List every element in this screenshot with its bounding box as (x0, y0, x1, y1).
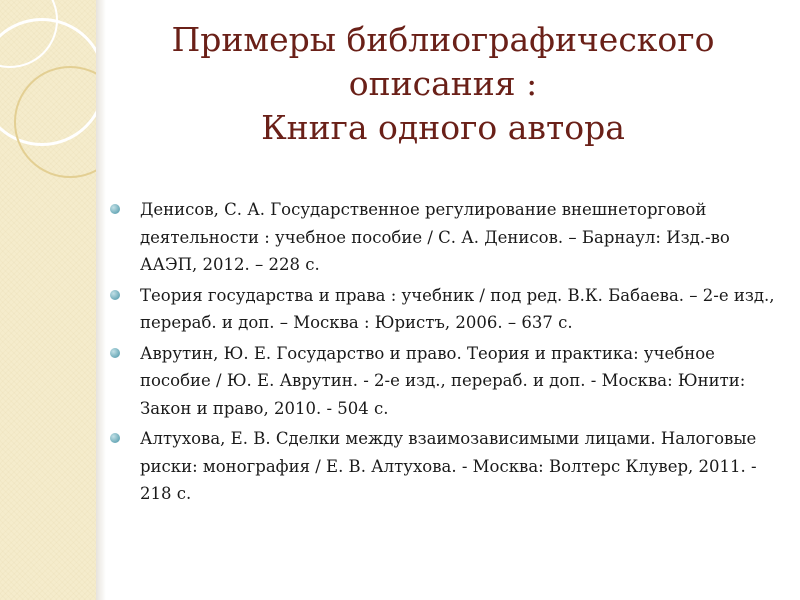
reference-text: Аврутин, Ю. Е. Государство и право. Теория и практика: учебное пособие / Ю. Е. Аврутин. - 2-е изд., перераб. и доп. - Москва: Юнити: Закон и право, 2010. - 504 с. (140, 343, 746, 418)
reference-list (108, 196, 780, 511)
bullet-icon (110, 348, 120, 358)
bullet-icon (110, 204, 120, 214)
sidebar-shadow (96, 0, 106, 600)
bullet-icon (110, 433, 120, 443)
reference-item (108, 340, 780, 423)
reference-item (108, 425, 780, 508)
reference-item (108, 196, 780, 279)
reference-text: Денисов, С. А. Государственное регулирование внешнеторговой деятельности : учебное пособие / С. А. Денисов. – Барнаул: Изд.-во ААЭП, 2012. – 228 с. (140, 200, 730, 274)
reference-item (108, 282, 780, 337)
bullet-icon (110, 290, 120, 300)
reference-text: Теория государства и права : учебник / под ред. В.К. Бабаева. – 2-е изд., перераб. и доп. – Москва : Юристъ, 2006. – 637 с. (140, 285, 775, 332)
slide-title (120, 18, 766, 150)
slide-title-line: описания : (348, 64, 538, 103)
slide-title-line: Книга одного автора (261, 108, 625, 147)
slide-title-line: Примеры библиографического (171, 20, 715, 59)
reference-text: Алтухова, Е. В. Сделки между взаимозависимыми лицами. Налоговые риски: монография / Е. В. Алтухова. - Москва: Волтерс Клувер, 2011. - 218 с. (140, 429, 757, 503)
decorative-sidebar (0, 0, 96, 600)
